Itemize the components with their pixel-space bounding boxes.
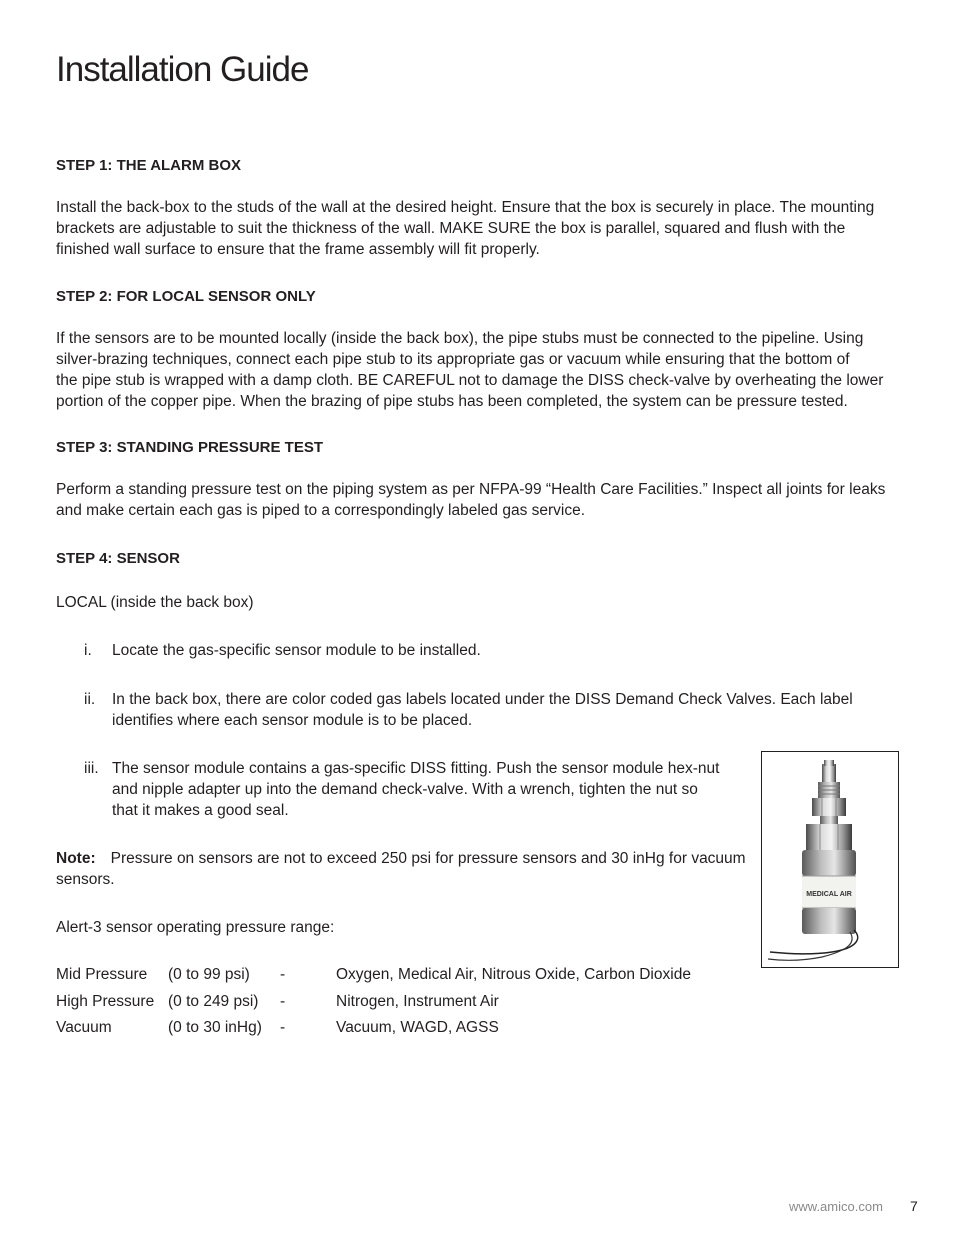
step-2-body: [56, 328, 906, 412]
gas-list: Vacuum, WAGD, AGSS: [336, 1019, 499, 1036]
pressure-range: (0 to 249 psi): [168, 993, 259, 1010]
step-3-heading: STEP 3: STANDING PRESSURE TEST: [56, 439, 323, 456]
list-item-line: Locate the gas-specific sensor module to be installed.: [112, 642, 481, 659]
step-1-line: Install the back-box to the studs of the wall at the desired height. Ensure that the box is securely in place. The mounting: [56, 199, 875, 216]
list-item-line: identifies where each sensor module is to be placed.: [112, 712, 473, 729]
list-item: [112, 758, 752, 821]
step-1-heading: STEP 1: THE ALARM BOX: [56, 157, 242, 174]
list-item-number: ii.: [84, 691, 96, 708]
note: [56, 848, 756, 890]
gas-list: Nitrogen, Instrument Air: [336, 993, 499, 1010]
step-4-heading: STEP 4: SENSOR: [56, 550, 180, 567]
step-2-line: silver-brazing techniques, connect each pipe stub to its appropriate gas or vacuum while ensuring that the bottom of: [56, 351, 850, 368]
step-2-line: If the sensors are to be mounted locally (inside the back box), the pipe stubs must be connected to the pipeline. Using: [56, 330, 864, 347]
footer-url: www.amico.com: [789, 1199, 883, 1214]
page-number: 7: [910, 1198, 918, 1214]
sensor-label-text: MEDICAL AIR: [806, 891, 852, 898]
page-title: Installation Guide: [56, 50, 309, 89]
step-2-line: the pipe stub is wrapped with a damp cloth. BE CAREFUL not to damage the DISS check-valve by overheating the lower: [56, 372, 884, 389]
step-3-line: and make certain each gas is piped to a correspondingly labeled gas service.: [56, 502, 586, 519]
step-1-line: brackets are adjustable to suit the thickness of the wall. MAKE SURE the box is parallel, squared and flush with the: [56, 220, 846, 237]
sensor-photo: [761, 751, 899, 968]
list-item-line: In the back box, there are color coded gas labels located under the DISS Demand Check Valves. Each label: [112, 691, 853, 708]
list-item: [112, 689, 902, 731]
step-2-heading: STEP 2: FOR LOCAL SENSOR ONLY: [56, 288, 316, 305]
step-3-body: [56, 479, 906, 521]
pressure-type: Vacuum: [56, 1019, 112, 1036]
note-label: Note:: [56, 850, 96, 867]
list-item-line: that it makes a good seal.: [112, 802, 289, 819]
list-item: [112, 640, 902, 661]
separator-dash: -: [280, 1019, 286, 1036]
step-1-body: [56, 197, 906, 260]
separator-dash: -: [280, 993, 286, 1010]
step-2-line: portion of the copper pipe. When the brazing of pipe stubs has been completed, the system can be pressure tested.: [56, 393, 848, 410]
range-intro: Alert-3 sensor operating pressure range:: [56, 919, 335, 936]
note-text-continued: sensors.: [56, 871, 115, 888]
step-1-line: finished wall surface to ensure that the frame assembly will fit properly.: [56, 241, 540, 258]
sensor-module-illustration: [762, 752, 898, 967]
separator-dash: -: [280, 966, 286, 983]
gas-list: Oxygen, Medical Air, Nitrous Oxide, Carbon Dioxide: [336, 966, 691, 983]
pressure-type: Mid Pressure: [56, 966, 148, 983]
local-label: LOCAL (inside the back box): [56, 594, 254, 611]
list-item-line: The sensor module contains a gas-specific DISS fitting. Push the sensor module hex-nut: [112, 760, 720, 777]
pressure-range: (0 to 99 psi): [168, 966, 250, 983]
pressure-range: (0 to 30 inHg): [168, 1019, 262, 1036]
list-item-line: and nipple adapter up into the demand check-valve. With a wrench, tighten the nut so: [112, 781, 698, 798]
step-3-line: Perform a standing pressure test on the piping system as per NFPA-99 “Health Care Facilities.” Inspect all joints for leaks: [56, 481, 886, 498]
pressure-type: High Pressure: [56, 993, 155, 1010]
note-text: Pressure on sensors are not to exceed 250 psi for pressure sensors and 30 inHg for vacuum: [110, 850, 746, 867]
list-item-number: i.: [84, 642, 92, 659]
list-item-number: iii.: [84, 760, 99, 777]
